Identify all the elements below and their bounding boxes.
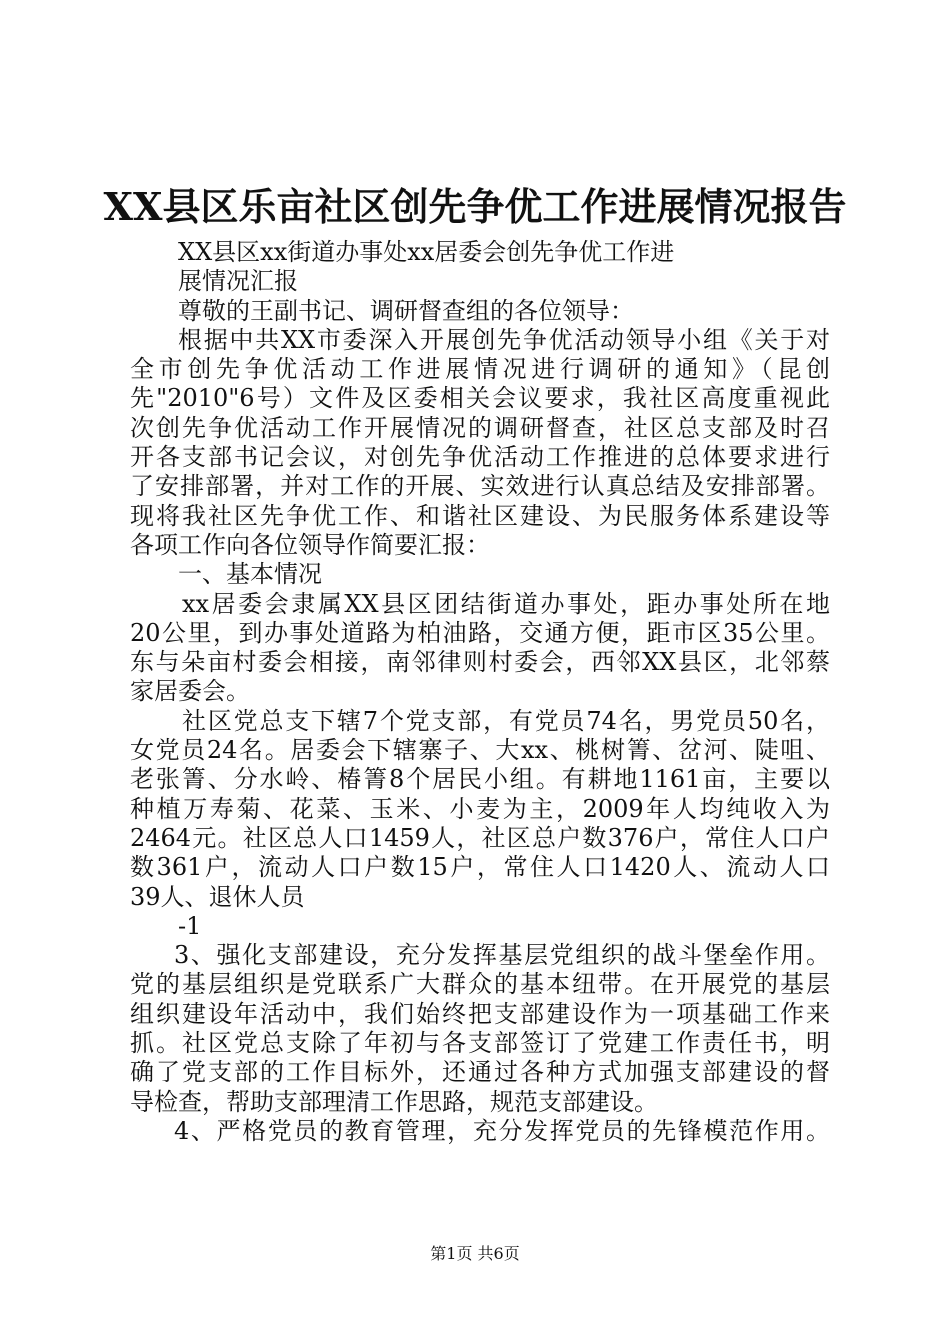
document-body xyxy=(130,238,830,1146)
paragraph-line: 种植万寿菊、花菜、玉米、小麦为主，2009年人均纯收入为 xyxy=(130,794,830,823)
subtitle-line: 展情况汇报 xyxy=(178,267,298,296)
paragraph-line: 4、严格党员的教育管理，充分发挥党员的先锋模范作用。 xyxy=(174,1116,830,1145)
paragraph-line: 党的基层组织是党联系广大群众的基本纽带。在开展党的基层 xyxy=(130,970,830,999)
paragraph-line: 确了党支部的工作目标外，还通过各种方式加强支部建设的督 xyxy=(130,1058,830,1087)
section-heading: 一、基本情况 xyxy=(178,560,322,589)
paragraph-line: 各项工作向各位领导作简要汇报： xyxy=(130,530,490,559)
paragraph-line: 了安排部署，并对工作的开展、实效进行认真总结及安排部署。 xyxy=(130,472,830,501)
paragraph-line: 3、强化支部建设，充分发挥基层党组织的战斗堡垒作用。 xyxy=(174,941,830,970)
paragraph-line: 老张箐、分水岭、椿箐8个居民小组。有耕地1161亩，主要以 xyxy=(130,765,830,794)
paragraph-line: 数361户，流动人口户数15户，常住人口1420人、流动人口 xyxy=(130,853,830,882)
page-footer: 第1页 共6页 xyxy=(430,1244,520,1263)
paragraph-line: 39人、退休人员 xyxy=(130,882,305,911)
paragraph-line: 家居委会。 xyxy=(130,677,250,706)
paragraph-line: 组织建设年活动中，我们始终把支部建设作为一项基础工作来 xyxy=(130,999,830,1028)
paragraph-line: 现将我社区先争优工作、和谐社区建设、为民服务体系建设等 xyxy=(130,501,830,530)
paragraph-line: 东与朵亩村委会相接，南邻律则村委会，西邻XX县区，北邻蔡 xyxy=(130,648,830,677)
subtitle-line: XX县区xx街道办事处xx居委会创先争优工作进 xyxy=(178,238,675,266)
paragraph-line: 女党员24名。居委会下辖寨子、大xx、桃树箐、岔河、陡咀、 xyxy=(130,736,830,765)
paragraph-line: xx居委会隶属XX县区团结街道办事处，距办事处所在地 xyxy=(182,589,830,618)
page-marker: -1 xyxy=(178,911,202,940)
document-title: XX县区乐亩社区创先争优工作进展情况报告 xyxy=(103,184,847,229)
paragraph-line: 次创先争优活动工作开展情况的调研督查，社区总支部及时召 xyxy=(130,413,830,442)
paragraph-line: 先"2010"6号）文件及区委相关会议要求，我社区高度重视此 xyxy=(130,384,830,413)
paragraph-line: 社区党总支下辖7个党支部，有党员74名，男党员50名， xyxy=(182,706,830,735)
paragraph-line: 2464元。社区总人口1459人，社区总户数376户，常住人口户 xyxy=(130,823,830,852)
paragraph-line: 抓。社区党总支除了年初与各支部签订了党建工作责任书，明 xyxy=(130,1029,830,1058)
paragraph-line: 导检查，帮助支部理清工作思路，规范支部建设。 xyxy=(130,1087,658,1116)
paragraph-line: 20公里，到办事处道路为柏油路，交通方便，距市区35公里。 xyxy=(130,618,830,647)
paragraph-line: 根据中共XX市委深入开展创先争优活动领导小组《关于对 xyxy=(178,325,830,354)
paragraph-line: 全市创先争优活动工作进展情况进行调研的通知》（昆创 xyxy=(130,355,830,384)
paragraph-line: 开各支部书记会议，对创先争优活动工作推进的总体要求进行 xyxy=(130,443,830,472)
salutation-line: 尊敬的王副书记、调研督查组的各位领导： xyxy=(178,296,634,325)
